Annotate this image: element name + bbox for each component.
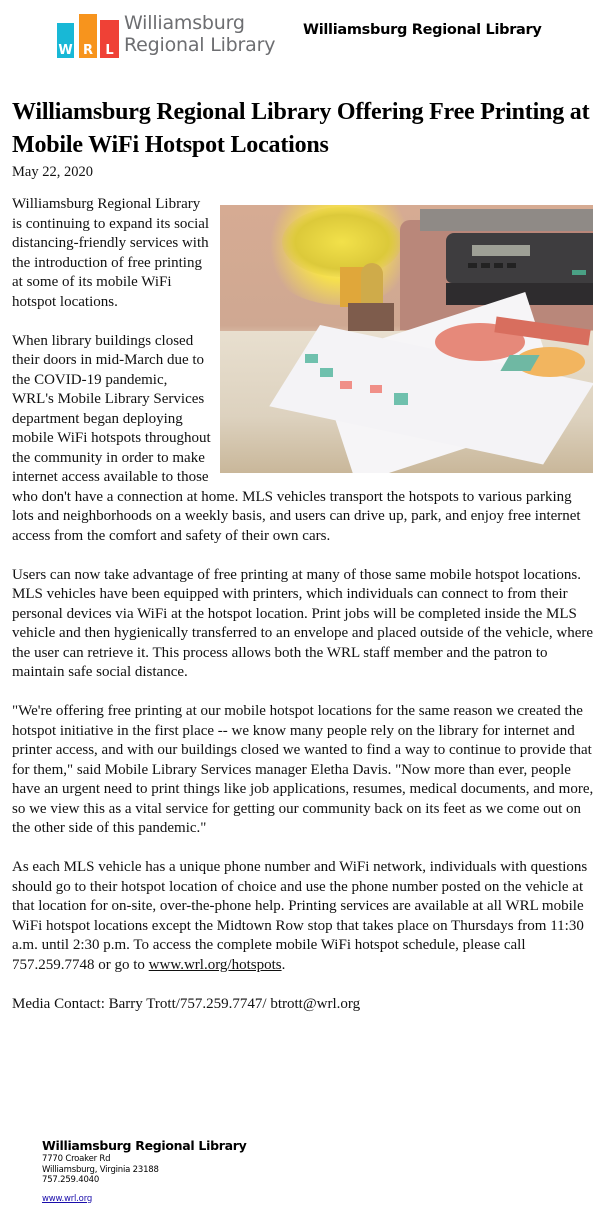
printer-photo [220, 205, 593, 473]
paragraph-2: When library buildings closed their doors in mid-March due to the COVID-19 pandemic, WRL's Mobile Library Services department began deploying mobile WiFi hotspots throughout the community in order to make internet access available to those who don't have a connection at home. MLS vehicles transport the hotspots to various parking lots and neighborhoods on a weekly basis, and users can drive up, park, and enjoy free internet access from the comfort and safety of their own cars. [12, 332, 581, 544]
wrl-logo[interactable] [55, 10, 295, 62]
paragraph-3: Users can now take advantage of free printing at many of those same mobile hotspot locations. MLS vehicles have been equipped with printers, which individuals can connect to from their personal devices via WiFi at the hotspot location. Print jobs will be completed inside the MLS vehicle and then hygienically transferred to an envelope and placed outside of the vehicle, where the user can retrieve it. This process allows both the WRL staff member and the patron to maintain safe social distance. [12, 566, 594, 680]
logo-line-2: Regional Library [124, 34, 276, 56]
printer-lcd [472, 245, 530, 256]
logo-bar-cyan: W [57, 23, 74, 58]
footer-address-line-1: 7770 Croaker Rd [42, 1154, 111, 1164]
hotspots-link[interactable]: www.wrl.org/hotspots [148, 956, 282, 973]
article [12, 96, 596, 1034]
media-contact: Media Contact: Barry Trott/757.259.7747/ btrott@wrl.org [12, 995, 361, 1012]
hotspots-link-suffix: . [281, 956, 286, 973]
logo-bars-icon [55, 10, 121, 58]
article-date: May 22, 2020 [12, 164, 93, 180]
paragraph-5 [12, 858, 596, 975]
logo-wordmark [124, 12, 275, 56]
logo-bar-orange: R [79, 14, 97, 58]
paper-square-1 [305, 354, 318, 363]
paper-square-5 [394, 393, 408, 405]
footer-address-line-2: Williamsburg, Virginia 23188 [42, 1164, 159, 1175]
printer-top [420, 209, 593, 231]
paragraph-1: Williamsburg Regional Library is continuing to expand its social distancing-friendly services with the introduction of free printing at some of its mobile WiFi hotspot locations. [12, 196, 210, 310]
paper-square-4 [370, 385, 382, 393]
header [0, 0, 604, 80]
footer [42, 1138, 342, 1205]
printer-buttons [468, 263, 518, 268]
footer-website-link[interactable]: www.wrl.org [42, 1193, 93, 1204]
paper-square-3 [340, 381, 352, 389]
printer-green-button [572, 270, 586, 275]
printer-control-panel [446, 233, 593, 283]
logo-line-1: Williamsburg [124, 12, 245, 34]
paper-square-2 [320, 368, 333, 377]
paragraph-4: "We're offering free printing at our mobile hotspot locations for the same reason we created the hotspot initiative in the first place -- we know many people rely on the library for internet and printer access, and with our buildings closed we wanted to find a way to continue to provide that for them," said Mobile Library Services manager Eletha Davis. "Now more than ever, people have an urgent need to print things like job applications, resumes, medical documents, and more, so we view this as a vital service for getting our community back on its feet as we come out on the other side of this pandemic." [12, 703, 594, 836]
footer-library-name: Williamsburg Regional Library [42, 1138, 247, 1153]
header-title: Williamsburg Regional Library [303, 22, 542, 38]
logo-bar-red: L [100, 20, 119, 58]
article-headline: Williamsburg Regional Library Offering Free Printing at Mobile WiFi Hotspot Locations [12, 99, 590, 158]
footer-phone: 757.259.4040 [42, 1175, 100, 1186]
article-body [12, 195, 596, 1014]
paragraph-5-text: As each MLS vehicle has a unique phone number and WiFi network, individuals with questions should go to their hotspot location of choice and use the phone number posted on the vehicle at that location for on-site, over-the-phone help. Printing services are available at all WRL mobile WiFi hotspot locations except the Midtown Row stop that takes place on Thursdays from 11:30 a.m. until 2:30 p.m. To access the complete mobile WiFi hotspot schedule, please call 757.259.7748 or go to [12, 859, 588, 973]
